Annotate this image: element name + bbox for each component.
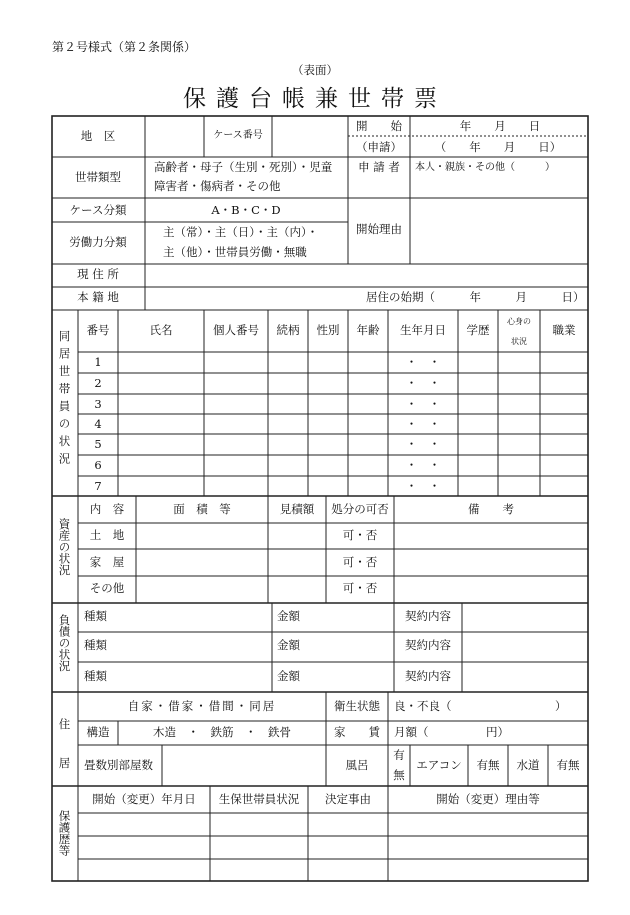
debt-amount-label: 金額	[277, 638, 300, 652]
disposal-option: 可・否	[342, 555, 378, 569]
row-number: 6	[94, 458, 102, 472]
hygiene-label: 衛生状態	[334, 699, 380, 713]
history-col-reason: 開始（変更）理由等	[436, 792, 540, 806]
case-number-label: ケース番号	[213, 130, 263, 141]
row-number: 1	[94, 355, 102, 369]
ac-value: 有無	[476, 758, 500, 772]
rent-value: 月額（ 円）	[394, 725, 509, 739]
applicant-options: 本人・親族・その他（ ）	[415, 162, 555, 173]
apply-label: （申請）	[356, 140, 402, 154]
assets-col-disposal: 処分の可否	[331, 502, 389, 516]
history-side-label: 保護歴等	[57, 810, 72, 856]
assets-col-content: 内 容	[89, 502, 125, 516]
structure-options: 木造 ・ 鉄筋 ・ 鉄骨	[153, 725, 291, 739]
debt-amount-label: 金額	[277, 609, 300, 623]
start-reason-label: 開始理由	[356, 222, 402, 236]
col-age: 年齢	[356, 323, 380, 337]
asset-other: その他	[89, 581, 125, 595]
row-number: 7	[94, 479, 102, 493]
debt-kind-label: 種類	[84, 638, 107, 652]
disposal-option: 可・否	[342, 528, 378, 542]
col-health-1: 心身の	[507, 317, 531, 326]
hygiene-value: 良・不良（ ）	[394, 699, 567, 713]
rent-label: 家 賃	[334, 725, 380, 739]
col-birthdate: 生年月日	[400, 323, 446, 337]
asset-land: 土 地	[89, 528, 125, 542]
birthdate-placeholder: ・ ・	[405, 355, 441, 369]
face-label: （表面）	[292, 63, 338, 77]
water-value: 有無	[556, 758, 580, 772]
history-col-decision: 決定事由	[325, 792, 371, 806]
household-type-options-2: 障害者・傷病者・その他	[154, 179, 281, 193]
debt-amount-label: 金額	[277, 669, 300, 683]
address-label: 現 住 所	[77, 267, 119, 281]
debt-kind-label: 種類	[84, 609, 107, 623]
birthdate-placeholder: ・ ・	[405, 417, 441, 431]
disposal-option: 可・否	[342, 581, 378, 595]
col-health-2: 状況	[511, 337, 527, 346]
debt-contract-label: 契約内容	[405, 609, 451, 623]
housing-side-label: 住 居	[57, 718, 72, 777]
col-number: 番号	[86, 323, 110, 337]
rooms-label: 畳数別部屋数	[84, 758, 153, 772]
history-col-start-date: 開始（変更）年月日	[92, 792, 196, 806]
ac-label: エアコン	[416, 758, 462, 772]
household-side-label: 同居世帯員の状況	[57, 330, 72, 470]
row-number: 4	[94, 417, 102, 431]
residence-since: 居住の始期（ 年 月 日）	[366, 290, 585, 304]
form-number: 第２号様式（第２条関係）	[52, 40, 197, 54]
col-education: 学歴	[466, 323, 490, 337]
debt-kind-label: 種類	[84, 669, 107, 683]
water-label: 水道	[516, 758, 540, 772]
assets-side-label: 資産の状況	[57, 518, 72, 576]
birthdate-placeholder: ・ ・	[405, 479, 441, 493]
apply-date: （ 年 月 日）	[434, 140, 562, 154]
case-class-label: ケース分類	[69, 203, 127, 217]
col-sex: 性別	[316, 323, 340, 337]
row-number: 2	[94, 376, 102, 390]
assets-col-remarks: 備 考	[468, 502, 514, 516]
debt-contract-label: 契約内容	[405, 638, 451, 652]
start-label: 開 始	[356, 119, 402, 133]
asset-house: 家 屋	[89, 555, 125, 569]
form-title: 保護台帳兼世帯票	[183, 86, 447, 112]
start-date: 年 月 日	[459, 119, 541, 133]
area-label: 地 区	[80, 129, 116, 143]
assets-col-area: 面 積 等	[173, 502, 231, 516]
row-number: 5	[94, 437, 102, 451]
col-relation: 続柄	[276, 323, 300, 337]
birthdate-placeholder: ・ ・	[405, 437, 441, 451]
labor-options-2: 主（他）・世帯員労働・無職	[163, 245, 307, 259]
domicile-label: 本 籍 地	[77, 290, 119, 304]
birthdate-placeholder: ・ ・	[405, 397, 441, 411]
ownership-options: 自家・借家・借間・同居	[127, 699, 277, 713]
row-number: 3	[94, 397, 102, 411]
col-name: 氏名	[149, 323, 173, 337]
col-occupation: 職業	[552, 323, 576, 337]
bath-label: 風呂	[345, 758, 369, 772]
col-personal-number: 個人番号	[213, 323, 259, 337]
case-class-options: A・B・C・D	[211, 203, 281, 217]
labor-class-label: 労働力分類	[69, 235, 127, 249]
birthdate-placeholder: ・ ・	[405, 458, 441, 472]
bath-yes: 有	[393, 748, 405, 762]
assets-col-estimate: 見積額	[279, 502, 315, 516]
debt-contract-label: 契約内容	[405, 669, 451, 683]
debt-side-label: 負債の状況	[57, 614, 72, 672]
birthdate-placeholder: ・ ・	[405, 376, 441, 390]
household-type-options-1: 高齢者・母子（生別・死別）・児童	[154, 160, 333, 174]
labor-options-1: 主（常）・主（日）・主（内）・	[163, 225, 319, 239]
bath-no: 無	[393, 768, 405, 782]
structure-label: 構造	[86, 725, 110, 739]
household-type-label: 世帯類型	[75, 170, 121, 184]
applicant-label: 申 請 者	[358, 160, 400, 174]
history-col-members: 生保世帯員状況	[218, 792, 300, 806]
